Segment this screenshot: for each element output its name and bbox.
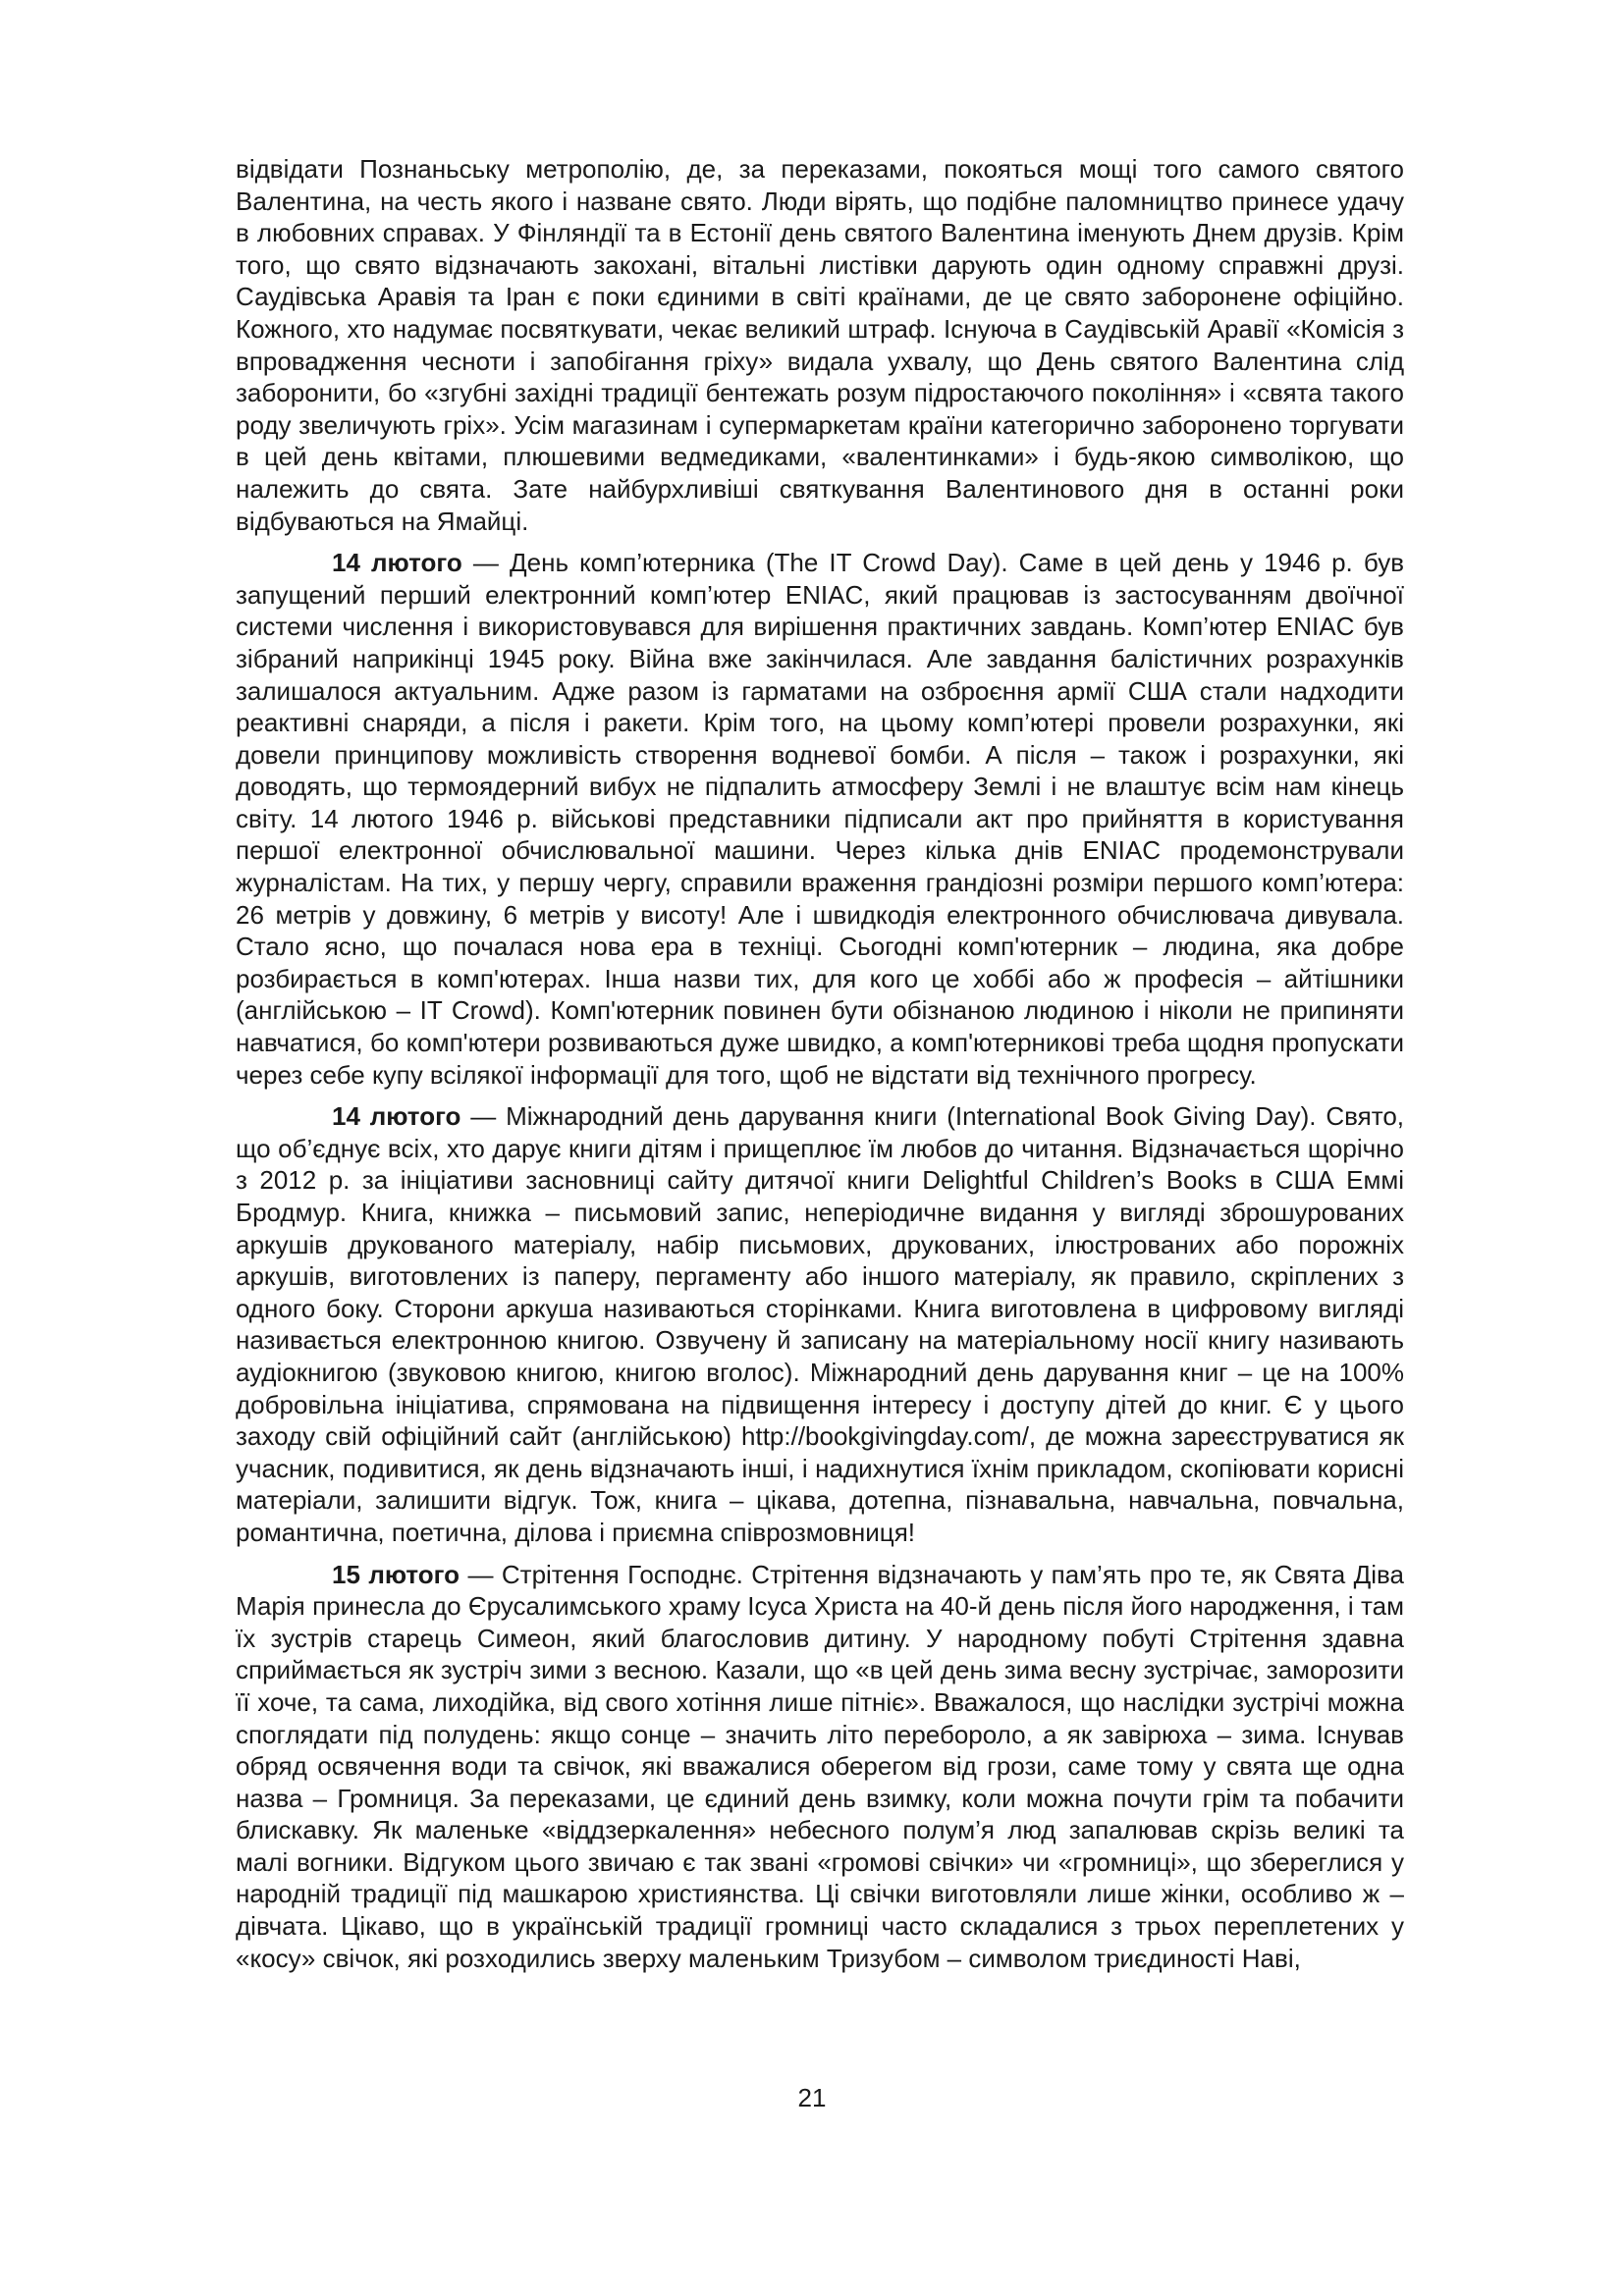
paragraph-text: — День комп’ютерника (The IT Crowd Day). Саме в цей день у 1946 р. був запущений перший електронний комп’ютер ENIAC, який працював із застосуванням двоїчної системи числення і використовувався для вирішення практичних завдань. Комп’ютер ENIAC був зібраний наприкінці 1945 року. Війна вже закінчилася. Але завдання балістичних розрахунків залишалося актуальним. Адже разом із гарматами на озброєння армії США стали надходити реактивні снаряди, а після і ракети. Крім того, на цьому комп’ютері провели розрахунки, які довели принципову можливість створення водневої бомби. А після – також і розрахунки, які доводять, що термоядерний вибух не підпалить атмосферу Землі і не влаштує всім нам кінець світу. 14 лютого 1946 р. військові представники підписали акт про прийняття в користування першої електронної обчислювальної машини. Через кілька днів ENIAC продемонстрували журналістам. На тих, у першу чергу, справили враження грандіозні розміри першого комп’ютера: 26 метрів у довжину, 6 метрів у висоту! Але і швидкодія електронного обчислювача дивувала. Стало ясно, що почалася нова ера в техніці. Сьогодні комп'ютерник – людина, яка добре розбирається в комп'ютерах. Інша назви тих, для кого це хоббі або ж професія – айтішники (англійською – IT Crowd). Комп'ютерник повинен бути обізнаною людиною і ніколи не припиняти навчатися, бо комп'ютери розвиваються дуже швидко, а комп'ютерникові треба щодня пропускати через себе купу всілякої інформації для того, щоб не відстати від технічного прогресу. — [236, 548, 1405, 1090]
paragraph-text: відвідати Познаньську метрополію, де, за переказами, покояться мощі того самого святого Валентина, на честь якого і назване свято. Люди вірять, що подібне паломництво принесе удачу в любовних справах. У Фінляндії та в Естонії день святого Валентина іменують Днем друзів. Крім того, що свято відзначають закохані, вітальні листівки дарують один одному справжні друзі. Саудівська Аравія та Іран є поки єдиними в світі країнами, де це свято заборонене офіційно. Кожного, хто надумає посвяткувати, чекає великий штраф. Існуюча в Саудівській Аравії «Комісія з впровадження чесноти і запобігання гріху» видала ухвалу, що День святого Валентина слід заборонити, бо «згубні західні традиції бентежать розум підростаючого покоління» і «свята такого роду звеличують гріх». Усім магазинам і супермаркетам країни категорично заборонено торгувати в цей день квітами, плюшевими ведмедиками, «валентинками» і будь-якою символікою, що належить до свята. Зате найбурхливіші святкування Валентинового дня в останні роки відбуваються на Ямайці. — [236, 154, 1404, 536]
page-number: 21 — [797, 2083, 827, 2112]
date-heading: 14 лютого — [332, 1101, 461, 1132]
body-text — [236, 153, 1404, 1984]
date-heading: 14 лютого — [332, 548, 462, 578]
paragraph — [236, 153, 1404, 537]
paragraph — [236, 547, 1404, 1091]
paragraph — [236, 1559, 1404, 1975]
paragraph-text: — Міжнародний день дарування книги (International Book Giving Day). Свято, що об’єднує всіх, хто дарує книги дітям і прищеплює їм любов до читання. Відзначається щорічно з 2012 р. за ініціативи засновниці сайту дитячої книги Delightful Children’s Books в США Еммі Бродмур. Книга, книжка – письмовий запис, неперіодичне видання у вигляді зброшурованих аркушів друкованого матеріалу, набір письмових, друкованих, ілюстрованих або порожніх аркушів, виготовлених із паперу, пергаменту або іншого матеріалу, як правило, скріплених з одного боку. Сторони аркуша називаються сторінками. Книга виготовлена в цифровому вигляді називається електронною книгою. Озвучену й записану на матеріальному носії книгу називають аудіокнигою (звуковою книгою, книгою вголос). Міжнародний день дарування книг – це на 100% добровільна ініціатива, спрямована на підвищення інтересу і доступу дітей до книг. Є у цього заходу свій офіційний сайт (англійською) http://bookgivingday.com/, де можна зареєструватися як учасник, подивитися, як день відзначають інші, і надихнутися їхнім прикладом, скопіювати корисні матеріали, залишити відгук. Тож, книга – цікава, дотепна, пізнавальна, навчальна, повчальна, романтична, поетична, ділова і приємна співрозмовниця! — [236, 1101, 1404, 1547]
paragraph-text: — Стрітення Господнє. Стрітення відзначають у пам’ять про те, як Свята Діва Марія принесла до Єрусалимського храму Ісуса Христа на 40-й день після його народження, і там їх зустрів старець Симеон, який благословив дитину. У народному побуті Стрітення здавна сприймається як зустріч зими з весною. Казали, що «в цей день зима весну зустрічає, заморозити її хоче, та сама, лиходійка, від свого хотіння лише пітніє». Вважалося, що наслідки зустрічі можна споглядати під полудень: якщо сонце – значить літо перебороло, а як завірюха – зима. Існував обряд освячення води та свічок, які вважалися оберегом від грози, саме тому у свята ще одна назва – Громниця. За переказами, це єдиний день взимку, коли можна почути грім та побачити блискавку. Як маленьке «віддзеркалення» небесного полум’я люд запалював скрізь великі та малі вогники. Відгуком цього звичаю є так звані «громові свічки» чи «громниці», що збереглися у народній традиції під машкарою християнства. Ці свічки виготовляли лише жінки, особливо ж – дівчата. Цікаво, що в українській традиції громниці часто складалися з трьох переплетених у «косу» свічок, які розходились зверху маленьким Тризубом – символом триєдиності Наві, — [236, 1559, 1405, 1973]
paragraph — [236, 1100, 1404, 1548]
date-heading: 15 лютого — [332, 1559, 460, 1589]
